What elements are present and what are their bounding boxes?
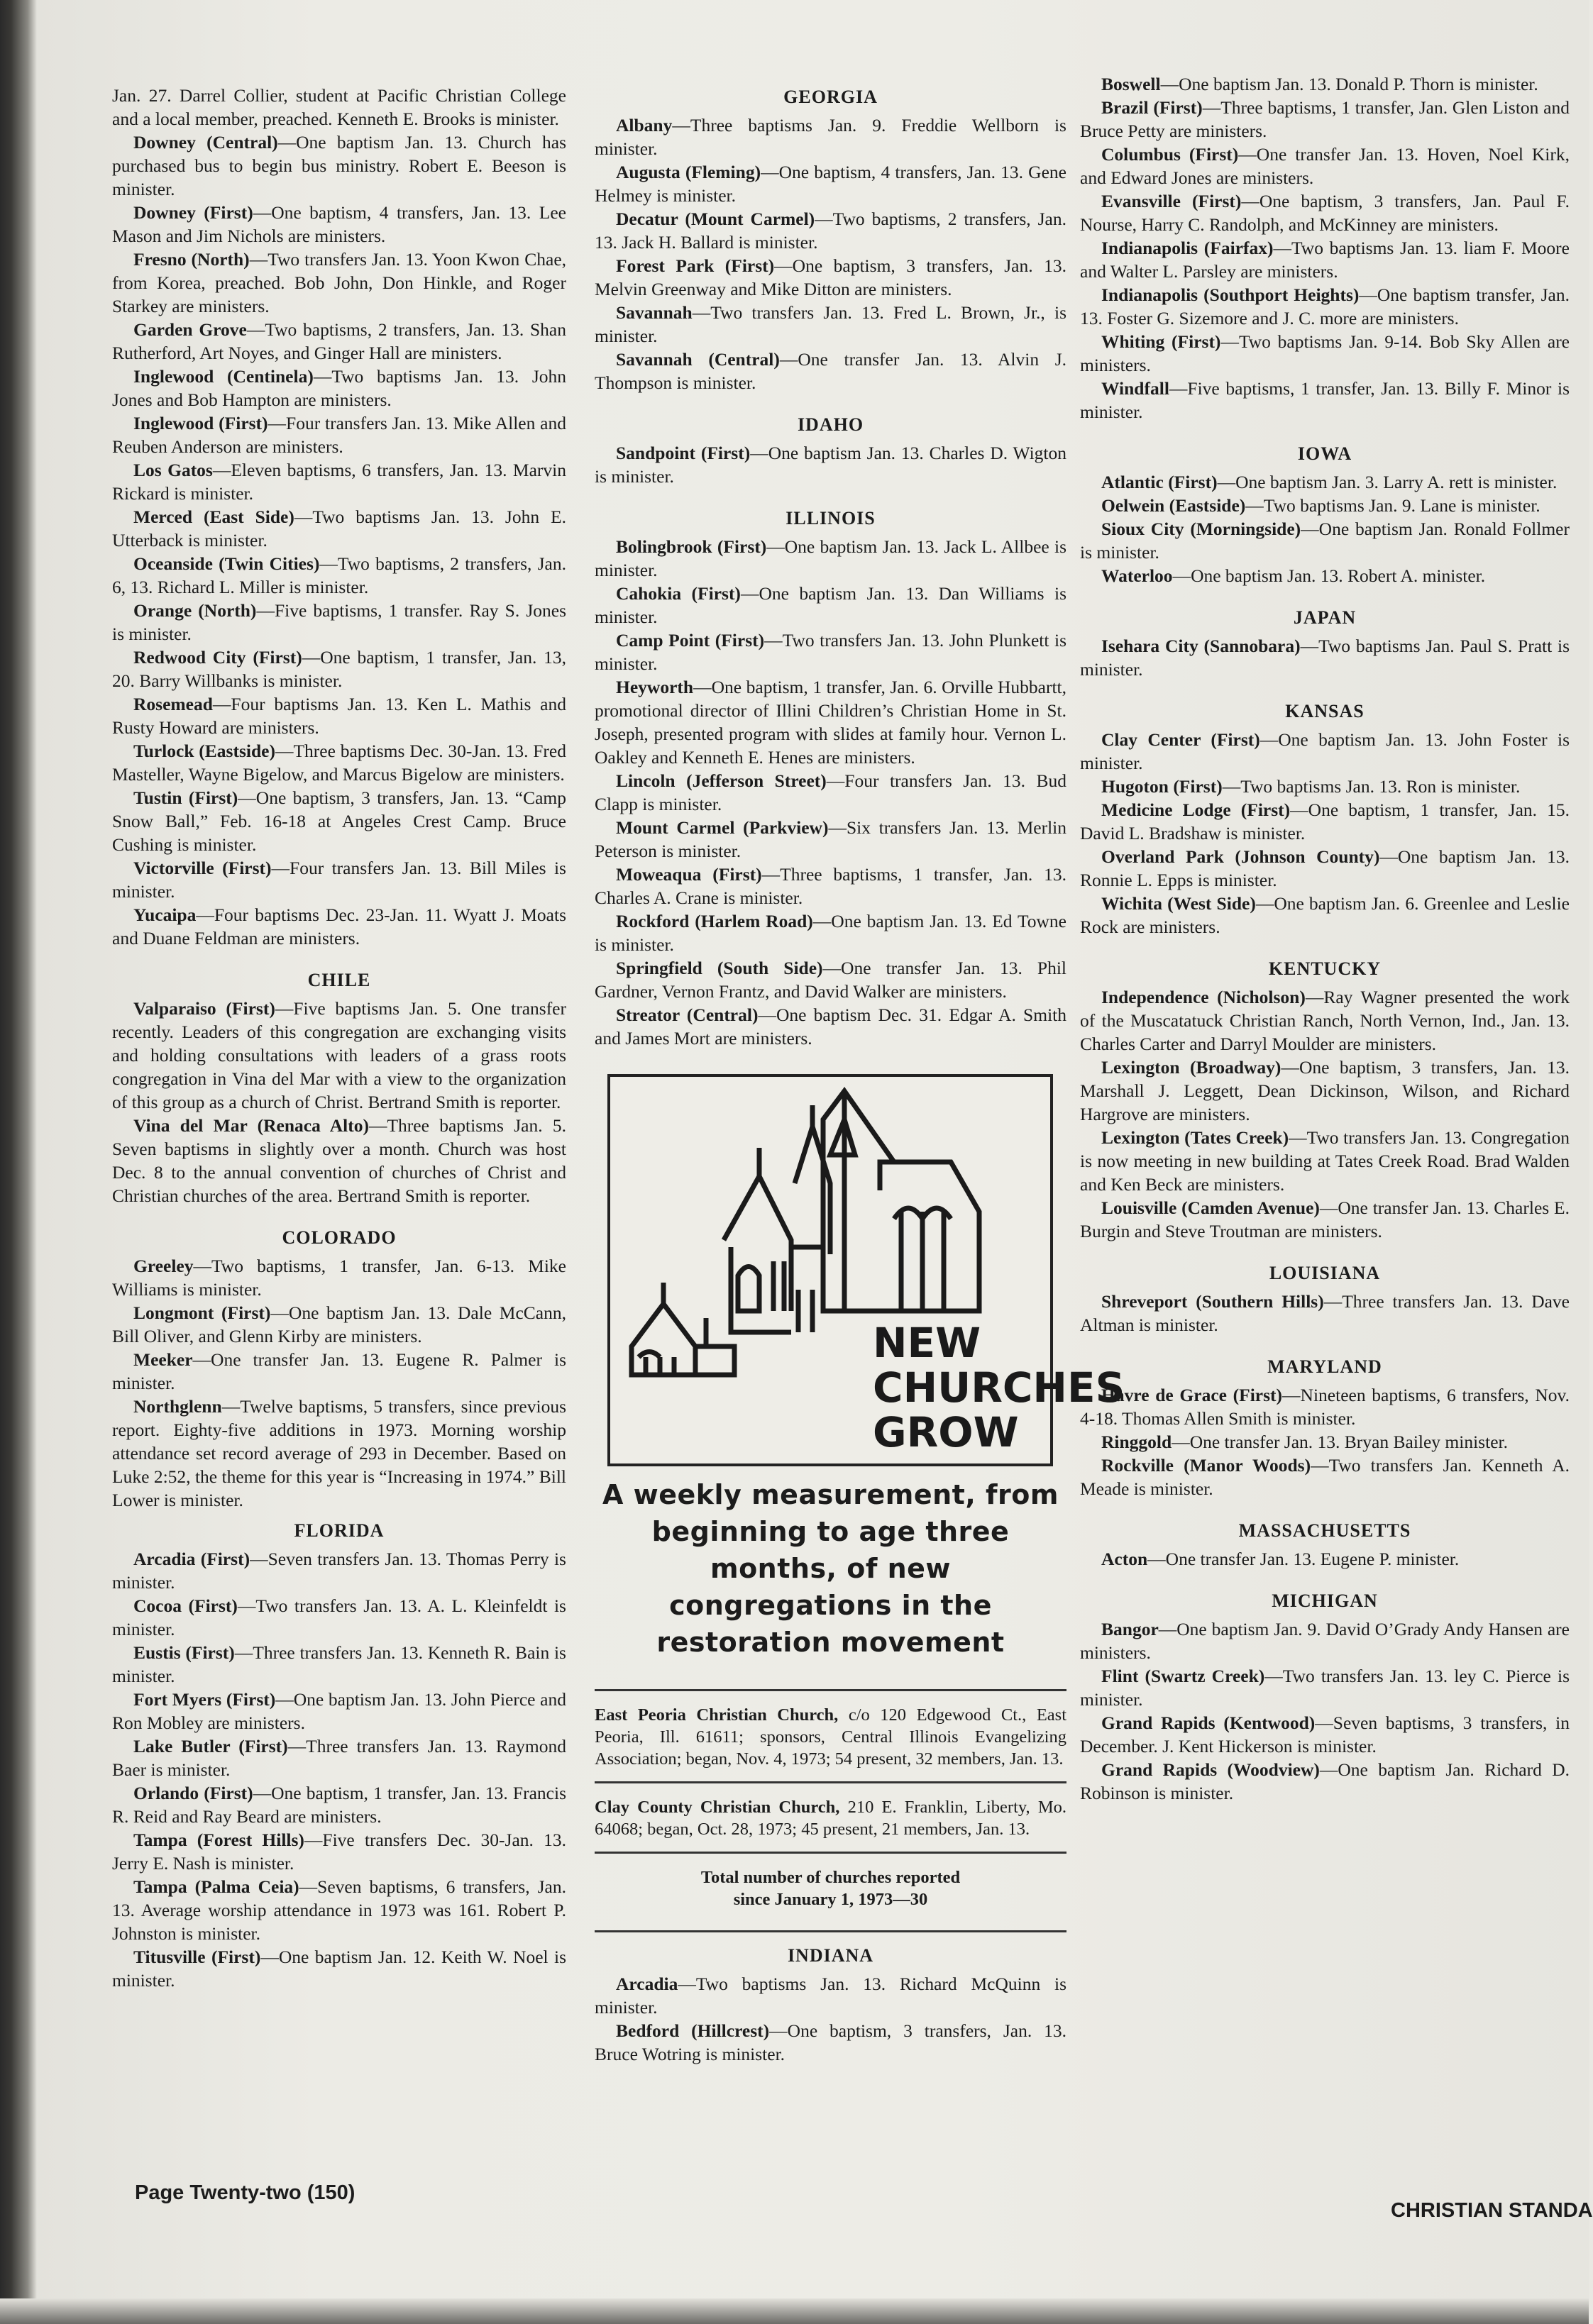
congregation-report: —Two transfers Jan. 13. ley C. Pierce is minister. [1080,1666,1570,1710]
congregation-report: —Three baptisms Dec. 30-Jan. 13. Fred Masteller, Wayne Bigelow, and Marcus Bigelow are ministers. [112,741,566,785]
congregation-report: —Twelve baptisms, 5 transfers, since previous report. Eighty-five additions in 1973. Morning worship attendance set record average of 293 in December. Based on Luke 2:52, the theme for this year is “Increasing in 1974.” Bill Lower is minister. [112,1396,566,1510]
congregation-name: Atlantic (First) [1101,472,1218,492]
new-church-entry-2: Clay County Christian Church, 210 E. Franklin, Liberty, Mo. 64068; began, Oct. 28, 1973; 45 present, 21 members, Jan. 13. [595,1798,1066,1839]
congregation-report: —Eleven baptisms, 6 transfers, Jan. 13. Marvin Rickard is minister. [112,460,566,504]
congregation-name: Flint (Swartz Creek) [1101,1666,1265,1686]
congregation-name: Victorville (First) [133,858,272,878]
congregation-entry [595,114,1066,160]
congregation-name: Los Gatos [133,460,213,480]
congregation-name: Arcadia (First) [133,1549,250,1569]
congregation-name: Medicine Lodge (First) [1101,799,1291,820]
congregation-name: Brazil (First) [1101,97,1203,118]
ad-headline-churches: CHURCHES [873,1363,1125,1412]
congregation-report: —One baptism Jan. Richard D. Robinson is minister. [1080,1759,1570,1803]
congregation-entry [1080,728,1570,775]
congregation-report: —One baptism Dec. 31. Edgar A. Smith and James Mort are ministers. [595,1005,1066,1048]
congregation-entry [595,535,1066,582]
congregation-name: Fort Myers (First) [133,1689,276,1710]
congregation-entry [112,1395,566,1512]
congregation-entry [595,160,1066,207]
congregation-name: Redwood City (First) [133,647,302,668]
illinois-list [595,535,1066,1050]
congregation-report: —One baptism, 3 transfers, Jan. 13. Bruce Wotring is minister. [595,2020,1067,2064]
congregation-report: —Seven baptisms, 6 transfers, Jan. 13. Average worship attendance in 1973 was 161. Robert P. Johnston is minister. [112,1876,567,1944]
congregation-name: Acton [1101,1549,1148,1569]
georgia-list [595,114,1066,394]
congregation-entry [112,1114,566,1207]
state-heading-chile: CHILE [307,970,371,990]
congregation-entry [1080,1617,1570,1664]
congregation-name: Fresno (North) [133,249,250,270]
congregation-name: Bolingbrook (First) [616,536,767,557]
congregation-entry [112,318,566,365]
congregation-entry [1080,1758,1570,1805]
congregation-entry [112,856,566,903]
congregation-entry [595,2019,1066,2066]
congregation-entry [1080,1454,1570,1500]
congregation-entry [595,254,1066,301]
congregation-name: Lake Butler (First) [133,1736,288,1756]
congregation-name: Indianapolis (Fairfax) [1101,238,1274,258]
congregation-report: —Two transfers Jan. 13. Congregation is now meeting in new building at Tates Creek Road. Brad Walden and Ken Beck are ministers. [1080,1127,1570,1195]
congregation-name: Longmont (First) [133,1302,271,1323]
florida-list [112,1547,566,1992]
congregation-report: —Two transfers Jan. Kenneth A. Meade is minister. [1080,1455,1570,1499]
congregation-report: —Seven transfers Jan. 13. Thomas Perry is minister. [112,1549,566,1593]
congregation-report: —Ray Wagner presented the work of the Muscatatuck Christian Ranch, North Vernon, Ind., Jan. 13. Charles Carter and Darryl Moulder are ministers. [1080,987,1570,1054]
congregation-entry [595,1972,1066,2019]
congregation-report: —One baptism Jan. Ronald Follmer is minister. [1080,519,1570,563]
louisiana-list [1080,1290,1570,1337]
congregation-name: Columbus (First) [1101,144,1239,165]
congregation-name: Wichita (West Side) [1101,893,1256,914]
congregation-report: —Four baptisms Dec. 23-Jan. 11. Wyatt J. Moats and Duane Feldman are ministers. [112,904,566,948]
congregation-report: —One baptism, 3 transfers, Jan. Paul F. Nourse, Harry C. Randolph, and McKinney are ministers. [1080,191,1570,235]
congregation-report: —Seven baptisms, 3 transfers, in December. J. Kent Hickerson is minister. [1080,1712,1570,1756]
congregation-entry [595,629,1066,675]
congregation-name: Cahokia (First) [616,583,741,604]
state-heading-kentucky: KENTUCKY [1268,958,1382,979]
congregation-name: Titusville (First) [133,1947,261,1967]
divider [595,1689,1066,1691]
congregation-entry [112,1547,566,1594]
congregation-name: Hugoton (First) [1101,776,1223,797]
idaho-list [595,441,1066,488]
congregation-report: —One baptism Jan. 13. Dan Williams is minister. [595,583,1067,627]
congregation-report: —Two baptisms Jan. 13. Ron is minister. [1222,776,1521,797]
congregation-entry [112,1641,566,1688]
congregation-report: —Six transfers Jan. 13. Merlin Peterson is minister. [595,817,1066,861]
congregation-entry [112,411,566,458]
congregation-entry [1080,96,1570,143]
congregation-entry [112,1594,566,1641]
congregation-name: Orlando (First) [133,1783,253,1803]
congregation-report: —Four transfers Jan. 13. Bud Clapp is minister. [595,770,1067,814]
congregation-report: —Four transfers Jan. 13. Mike Allen and Reuben Anderson are ministers. [112,413,566,457]
congregation-entry [112,131,566,201]
congregation-report: —Two transfers Jan. 13. Yoon Kwon Chae, from Korea, preached. Bob John, Don Hinkle, and Roger Starkey are ministers. [112,249,567,316]
congregation-entry [1080,1547,1570,1571]
state-heading-louisiana: LOUISIANA [1269,1263,1381,1283]
congregation-entry [1080,1196,1570,1243]
congregation-entry [1080,798,1570,845]
congregation-entry [1080,189,1570,236]
congregation-name: Rockville (Manor Woods) [1101,1455,1311,1476]
congregation-report: —Four baptisms Jan. 13. Ken L. Mathis and Rusty Howard are ministers. [112,694,566,738]
congregation-report: —Three transfers Jan. 13. Raymond Baer is minister. [112,1736,566,1780]
congregation-report: —One transfer Jan. 13. Bryan Bailey minister. [1172,1432,1508,1452]
congregation-report: —Two transfers Jan. 13. Fred L. Brown, Jr., is minister. [595,302,1066,346]
congregation-entry [595,348,1066,394]
congregation-report: —Two baptisms Jan. 13. liam F. Moore and Walter L. Parsley are ministers. [1080,238,1570,282]
state-heading-japan: JAPAN [1293,607,1357,628]
congregation-name: Rockford (Harlem Road) [616,911,813,931]
congregation-name: Eustis (First) [133,1642,235,1663]
congregation-entry [1080,1383,1570,1430]
congregation-report: —Three baptisms, 1 transfer, Jan. 13. Charles A. Crane is minister. [595,864,1066,908]
congregation-entry [112,1688,566,1734]
congregation-entry [595,441,1066,488]
page-shadow-edge [0,0,37,2324]
congregation-report: —Two baptisms, 2 transfers, Jan. 13. Shan Rutherford, Art Noyes, and Ginger Hall are ministers. [112,319,566,363]
state-heading-idaho: IDAHO [797,414,864,435]
congregation-entry [595,863,1066,909]
page-number: Page Twenty-two (150) [135,2181,355,2204]
congregation-entry [1080,892,1570,939]
congregation-name: Oelwein (Eastside) [1101,495,1246,516]
congregation-name: Northglenn [133,1396,222,1417]
congregation-entry [1080,634,1570,681]
congregation-report: —Five baptisms, 1 transfer, Jan. 13. Billy F. Minor is minister. [1080,378,1570,422]
congregation-entry [1080,330,1570,377]
congregation-report: —Two baptisms, 2 transfers, Jan. 13. Jack H. Ballard is minister. [595,209,1066,253]
congregation-report: —Five baptisms, 1 transfer. Ray S. Jones is minister. [112,600,567,644]
congregation-name: Clay Center (First) [1101,729,1260,750]
congregation-name: Yucaipa [133,904,197,925]
congregation-report: —One baptism, 3 transfers, Jan. 13. Melvin Greenway and Mike Ditton are ministers. [595,255,1066,299]
congregation-name: Grand Rapids (Woodview) [1101,1759,1320,1780]
congregation-name: Albany [616,115,673,135]
congregation-name: Inglewood (Centinela) [133,366,314,387]
congregation-entry [112,997,566,1114]
congregation-report: —Three baptisms Jan. 5. Seven baptisms in slightly over a month. Church was host Dec. 8 to the annual convention of churches of Christ and Christian churches of the area. Bertrand Smith is reporter. [112,1115,566,1206]
congregation-report: —One baptism Jan. 13. Robert A. minister. [1172,565,1486,586]
congregation-report: —One baptism Jan. 13. Donald P. Thorn is minister. [1160,74,1538,94]
congregation-report: —Two baptisms Jan. 9-14. Bob Sky Allen are ministers. [1080,331,1570,375]
congregation-name: Tustin (First) [133,787,238,808]
congregation-entry [112,1875,566,1945]
congregation-name: Windfall [1101,378,1169,399]
congregation-report: —Two baptisms, 2 transfers, Jan. 6, 13. Richard L. Miller is minister. [112,553,566,597]
congregation-name: Augusta (Fleming) [616,162,761,182]
congregation-name: Isehara City (Sannobara) [1101,636,1301,656]
congregation-entry [595,956,1066,1003]
congregation-report: —One baptism Jan. 9. David O’Grady Andy Hansen are ministers. [1080,1619,1570,1663]
indiana-continued-list [1080,72,1570,424]
japan-list [1080,634,1570,681]
massachusetts-list [1080,1547,1570,1571]
congregation-name: Rosemead [133,694,213,714]
congregation-entry [595,769,1066,816]
divider [595,1781,1066,1783]
congregation-entry [112,1254,566,1301]
congregation-report: —One baptism, 3 transfers, Jan. 13. “Camp Snow Ball,” Feb. 16-18 at Angeles Crest Camp. Bruce Cushing is minister. [112,787,566,855]
congregation-report: —One baptism Jan. 6. Greenlee and Leslie Rock are ministers. [1080,893,1570,937]
congregation-name: Arcadia [616,1974,678,1994]
congregation-report: —One baptism Jan. 13. Ed Towne is minister. [595,911,1066,955]
congregation-entry [1080,985,1570,1056]
congregation-entry [1080,517,1570,564]
congregation-report: —One baptism, 1 transfer, Jan. 13, 20. Barry Willbanks is minister. [112,647,566,691]
indiana-list [595,1972,1066,2066]
congregation-entry [595,582,1066,629]
congregation-report: —One baptism, 4 transfers, Jan. 13. Lee Mason and Jim Nichols are ministers. [112,202,566,246]
congregation-name: Waterloo [1101,565,1173,586]
congregation-name: Streator (Central) [616,1005,759,1025]
congregation-report: —Two transfers Jan. 13. John Plunkett is minister. [595,630,1066,674]
congregation-entry [1080,1711,1570,1758]
congregation-report: —One baptism, 3 transfers, Jan. 13. Marshall J. Leggett, Dean Dickinson, Wilson, and Richard Hargrove are ministers. [1080,1057,1570,1124]
congregation-entry [112,646,566,692]
state-heading-michigan: MICHIGAN [1272,1590,1378,1611]
congregation-name: Tampa (Palma Ceia) [133,1876,299,1897]
congregation-report: —One transfer Jan. 13. Eugene P. minister. [1147,1549,1460,1569]
kansas-list [1080,728,1570,939]
congregation-entry [112,248,566,318]
ad-headline-grow: GROW [873,1408,1019,1456]
congregation-entry [112,1945,566,1992]
congregation-report: —Five transfers Dec. 30-Jan. 13. Jerry E. Nash is minister. [112,1830,566,1874]
congregation-entry [112,1301,566,1348]
congregation-report: —Two baptisms Jan. Paul S. Pratt is minister. [1080,636,1570,680]
congregation-name: Forest Park (First) [616,255,775,276]
congregation-report: —One baptism, 1 transfer, Jan. 6. Orville Hubbartt, promotional director of Illini Children’s Christian Home in St. Joseph, presented program with slides at family hour. Vernon L. Oakley and Kenneth E. Henes are ministers. [595,677,1066,768]
congregation-name: Garden Grove [133,319,247,340]
congregation-report: —Two baptisms, 1 transfer, Jan. 6-13. Mike Williams is minister. [112,1256,566,1300]
total-churches-reported: Total number of churches reported since January 1, 1973—30 [700,1868,961,1909]
congregation-entry [112,599,566,646]
congregation-report: —Five baptisms Jan. 5. One transfer recently. Leaders of this congregation are exchanging visits and holding consultations with leaders of a grass roots congregation in Vina del Mar with a view to the organization of this group as a church of Christ. Bertrand Smith is reporter. [112,998,566,1112]
congregation-entry [1080,283,1570,330]
congregation-entry [1080,72,1570,96]
lead-paragraph: Jan. 27. Darrel Collier, student at Pacific Christian College and a local member, preached. Kenneth E. Brooks is minister. [112,85,566,129]
congregation-entry [1080,494,1570,517]
congregation-name: Oceanside (Twin Cities) [133,553,320,574]
michigan-list [1080,1617,1570,1805]
congregation-name: Bedford (Hillcrest) [616,2020,770,2041]
congregation-name: Decatur (Mount Carmel) [616,209,815,229]
congregation-name: Moweaqua (First) [616,864,762,885]
congregation-entry [1080,1290,1570,1337]
congregation-entry [1080,564,1570,587]
congregation-entry [1080,1126,1570,1196]
congregation-name: Havre de Grace (First) [1101,1385,1283,1405]
congregation-report: —Two baptisms Jan. 13. Richard McQuinn is minister. [595,1974,1066,2018]
congregation-entry [1080,470,1570,494]
state-heading-florida: FLORIDA [294,1520,385,1541]
congregation-name: Lincoln (Jefferson Street) [616,770,827,791]
congregation-entry [112,201,566,248]
new-churches-grow-ad [607,1074,1125,1466]
congregation-report: —Two transfers Jan. 13. A. L. Kleinfeldt is minister. [112,1595,566,1639]
congregation-name: Camp Point (First) [616,630,765,651]
congregation-name: Mount Carmel (Parkview) [616,817,829,838]
congregation-entry [112,1828,566,1875]
congregation-entry [112,786,566,856]
divider [595,1852,1066,1854]
congregation-report: —One baptism, 1 transfer, Jan. 15. David L. Bradshaw is minister. [1080,799,1570,843]
state-heading-iowa: IOWA [1297,443,1352,464]
congregation-report: —One transfer Jan. 13. Eugene R. Palmer is minister. [112,1349,566,1393]
state-heading-kansas: KANSAS [1285,701,1365,721]
congregation-report: —One transfer Jan. 13. Phil Gardner, Vernon Frantz, and David Walker are ministers. [595,958,1066,1002]
congregation-name: Overland Park (Johnson County) [1101,846,1380,867]
congregation-report: —One transfer Jan. 13. Alvin J. Thompson is minister. [595,349,1066,393]
column-3 [1080,72,1570,1805]
divider [595,1930,1066,1932]
congregation-report: —One transfer Jan. 13. Hoven, Noel Kirk, and Edward Jones are ministers. [1080,144,1570,188]
maryland-list [1080,1383,1570,1500]
congregation-report: —Two baptisms Jan. 13. John E. Utterback is minister. [112,507,566,550]
congregation-name: Grand Rapids (Kentwood) [1101,1712,1316,1733]
congregation-entry [595,207,1066,254]
congregation-report: —One baptism Jan. 13. John Foster is minister. [1080,729,1570,773]
congregation-entry [595,675,1066,769]
congregation-name: Merced (East Side) [133,507,294,527]
state-heading-illinois: ILLINOIS [786,508,876,529]
congregation-name: Indianapolis (Southport Heights) [1101,284,1360,305]
chile-list [112,997,566,1207]
congregation-entry [595,301,1066,348]
congregation-report: —One baptism Jan. 13. Jack L. Allbee is minister. [595,536,1066,580]
congregation-entry [112,1781,566,1828]
congregation-report: —Three transfers Jan. 13. Dave Altman is minister. [1080,1291,1570,1335]
congregation-name: Inglewood (First) [133,413,268,433]
congregation-name: Vina del Mar (Renaca Alto) [133,1115,369,1136]
congregation-name: Louisville (Camden Avenue) [1101,1197,1320,1218]
iowa-list [1080,470,1570,587]
congregation-name: Boswell [1101,74,1161,94]
colorado-list [112,1254,566,1512]
ad-headline-new: NEW [873,1319,981,1367]
congregation-report: —Four transfers Jan. 13. Bill Miles is minister. [112,858,566,902]
congregation-name: Valparaiso (First) [133,998,275,1019]
churches-illustration [610,1077,1125,1458]
congregation-report: —One baptism Jan. 12. Keith W. Noel is minister. [112,1947,567,1991]
congregation-entry [1080,143,1570,189]
new-church-entry-1: East Peoria Christian Church, c/o 120 Edgewood Ct., East Peoria, Ill. 61611; sponsors, Central Illinois Evangelizing Association; began, Nov. 4, 1973; 54 present, 32 members, Jan. 13. [595,1705,1067,1769]
congregation-name: Meeker [133,1349,193,1370]
page-bottom-edge [0,2298,1589,2324]
congregation-entry [112,552,566,599]
congregation-entry [595,1003,1066,1050]
state-heading-maryland: MARYLAND [1267,1356,1382,1377]
congregation-name: Lexington (Broadway) [1101,1057,1281,1078]
congregation-report: —One baptism Jan. 13. Church has purchased bus to begin bus ministry. Robert E. Beeson is minister. [112,132,566,199]
congregation-name: Evansville (First) [1101,191,1242,211]
congregation-entry [1080,377,1570,424]
congregation-report: —One baptism Jan. 13. Charles D. Wigton is minister. [595,443,1066,487]
congregation-entry [595,816,1066,863]
congregation-entry [1080,1056,1570,1126]
congregation-report: —One baptism, 4 transfers, Jan. 13. Gene Helmey is minister. [595,162,1066,206]
congregation-entry [112,1348,566,1395]
congregation-name: Sandpoint (First) [616,443,751,463]
congregation-name: Lexington (Tates Creek) [1101,1127,1289,1148]
congregation-report: —One baptism Jan. 13. John Pierce and Ron Mobley are ministers. [112,1689,566,1733]
congregation-name: Tampa (Forest Hills) [133,1830,304,1850]
state-heading-colorado: COLORADO [282,1227,397,1248]
congregation-report: —Three baptisms Jan. 9. Freddie Wellborn is minister. [595,115,1066,159]
congregation-entry [1080,1664,1570,1711]
kentucky-list [1080,985,1570,1243]
congregation-entry [595,909,1066,956]
congregation-report: —One baptism, 1 transfer, Jan. 13. Francis R. Reid and Ray Beard are ministers. [112,1783,566,1827]
congregation-report: —One baptism Jan. 13. Dale McCann, Bill Oliver, and Glenn Kirby are ministers. [112,1302,567,1346]
congregation-report: —One baptism transfer, Jan. 13. Foster G. Sizemore and J. C. more are ministers. [1080,284,1570,328]
congregation-name: Heyworth [616,677,694,697]
congregation-name: Springfield (South Side) [616,958,823,978]
congregation-report: —Two baptisms Jan. 13. John Jones and Bob Hampton are ministers. [112,366,566,410]
state-heading-indiana: INDIANA [787,1945,874,1966]
congregation-name: Shreveport (Southern Hills) [1101,1291,1324,1312]
congregation-entry [112,458,566,505]
congregation-name: Orange (North) [133,600,257,621]
congregation-entry [1080,1430,1570,1454]
congregation-report: —Nineteen baptisms, 6 transfers, Nov. 4-18. Thomas Allen Smith is minister. [1080,1385,1570,1429]
congregation-report: —Three transfers Jan. 13. Kenneth R. Bain is minister. [112,1642,566,1686]
congregation-name: Turlock (Eastside) [133,741,275,761]
congregation-entry [1080,236,1570,283]
congregation-entry [112,692,566,739]
congregation-name: Bangor [1101,1619,1159,1639]
congregation-name: Savannah [616,302,693,323]
congregation-report: —One transfer Jan. 13. Charles E. Burgin and Steve Troutman are ministers. [1080,1197,1570,1241]
california-list [112,131,566,950]
congregation-name: Greeley [133,1256,194,1276]
congregation-name: Independence (Nicholson) [1101,987,1306,1007]
congregation-name: Downey (First) [133,202,253,223]
congregation-entry [112,1734,566,1781]
congregation-entry [1080,845,1570,892]
congregation-entry [112,365,566,411]
congregation-name: Downey (Central) [133,132,278,153]
congregation-name: Savannah (Central) [616,349,780,370]
publication-name: CHRISTIAN STANDA [1391,2199,1593,2222]
congregation-entry [112,739,566,786]
congregation-report: —One baptism Jan. 13. Ronnie L. Epps is minister. [1080,846,1570,890]
state-heading-massachusetts: MASSACHUSETTS [1238,1520,1411,1541]
congregation-entry [1080,775,1570,798]
column-1 [112,84,566,1992]
congregation-name: Sioux City (Morningside) [1101,519,1301,539]
congregation-report: —One baptism Jan. 3. Larry A. rett is minister. [1217,472,1558,492]
congregation-name: Cocoa (First) [133,1595,238,1616]
ad-caption: A weekly measurement, from beginning to age three months, of new congregations in the restoration movement [602,1479,1059,1658]
congregation-report: —Three baptisms, 1 transfer, Jan. Glen Liston and Bruce Petty are ministers. [1080,97,1570,141]
congregation-name: Ringgold [1101,1432,1172,1452]
congregation-name: Whiting (First) [1101,331,1221,352]
state-heading-georgia: GEORGIA [783,87,878,107]
congregation-report: —Two baptisms Jan. 9. Lane is minister. [1245,495,1540,516]
congregation-entry [112,505,566,552]
congregation-entry [112,903,566,950]
